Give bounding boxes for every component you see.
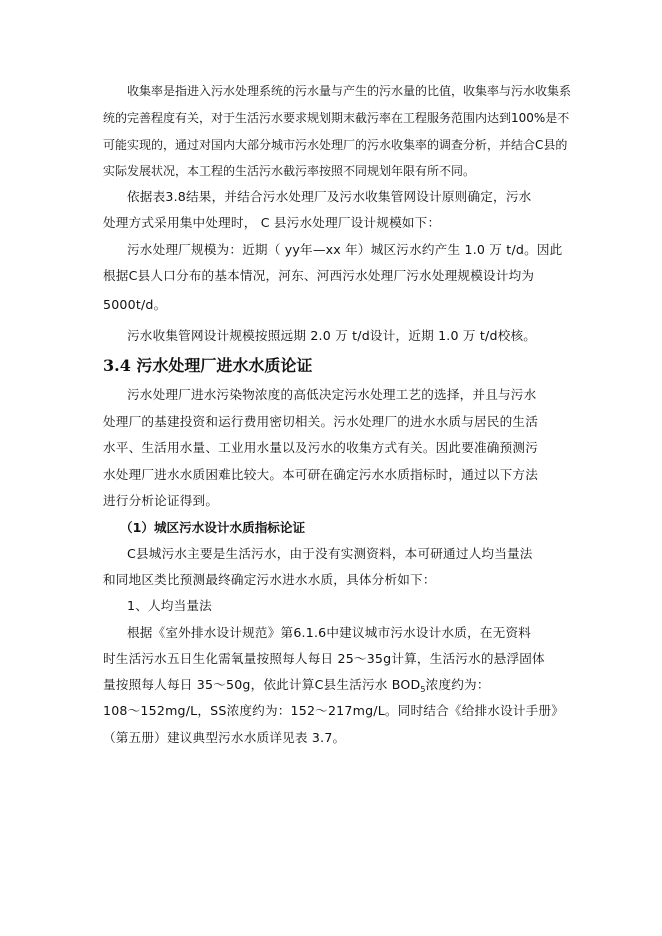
paragraph-line: 污水收集管网设计规模按照远期 2.0 万 t/d设计，近期 1.0 万 t/d校核。 [127, 328, 537, 343]
paragraph-line: 收集率是指进入污水处理系统的污水量与产生的污水量的比值，收集率与污水收集系 [127, 84, 572, 98]
paragraph-line: 根据《室外排水设计规范》第6.1.6中建议城市污水设计水质，在无资料 [127, 625, 532, 640]
text-run: 浓度约为： [425, 677, 490, 692]
subsection-heading: （1）城区污水设计水质指标论证 [120, 520, 306, 535]
paragraph-line: C县城污水主要是生活污水，由于没有实测资料，本可研通过人均当量法 [127, 546, 533, 561]
paragraph-line: 污水处理厂规模为：近期（ yy年—xx 年）城区污水约产生 1.0 万 t/d。因此 [127, 242, 563, 257]
paragraph-line: 进行分析论证得到。 [103, 493, 219, 508]
paragraph-line: 108～152mg/L，SS浓度约为：152～217mg/L。同时结合《给排水设计手册》 [103, 703, 565, 718]
paragraph-line: 水处理厂进水水质困难比较大。本可研在确定污水水质指标时，通过以下方法 [103, 467, 538, 482]
paragraph-line: 和同地区类比预测最终确定污水进水水质，具体分析如下： [103, 572, 436, 587]
paragraph-line: 处理方式采用集中处理时， C 县污水处理厂设计规模如下： [103, 215, 441, 230]
section-heading: 3.4 污水处理厂进水水质论证 [103, 356, 313, 375]
paragraph-line: 实际发展状况，本工程的生活污水截污率按照不同规划年限有所不同。 [103, 164, 476, 178]
paragraph-line: 污水处理厂进水污染物浓度的高低决定污水处理工艺的选择，并且与污水 [127, 387, 537, 402]
paragraph-line: 处理厂的基建投资和运行费用密切相关。污水处理厂的进水水质与居民的生活 [103, 414, 538, 429]
paragraph-line: （第五册）建议典型污水水质详见表 3.7。 [103, 730, 346, 745]
text-run: 量按照每人每日 35～50g，依此计算C县生活污水 BOD [103, 677, 421, 692]
paragraph-line: 根据C县人口分布的基本情况，河东、河西污水处理厂污水处理规模设计均为 [103, 268, 535, 283]
list-item: 1、人均当量法 [127, 598, 212, 613]
paragraph-line: 时生活污水五日生化需氧量按照每人每日 25～35g计算，生活污水的悬浮固体 [103, 651, 545, 666]
paragraph-line: 依据表3.8结果，并结合污水处理厂及污水收集管网设计原则确定，污水 [127, 189, 532, 204]
paragraph-line: 统的完善程度有关，对于生活污水要求规划期末截污率在工程服务范围内达到100%是不 [103, 111, 570, 125]
paragraph-line: 水平、生活用水量、工业用水量以及污水的收集方式有关。因此要准确预测污 [103, 440, 538, 455]
paragraph-line [103, 677, 490, 693]
paragraph-line: 可能实现的，通过对国内大部分城市污水处理厂的污水收集率的调查分析，并结合C县的 [103, 138, 568, 152]
subscript: 5 [420, 685, 426, 694]
paragraph-line: 5000t/d。 [103, 297, 167, 312]
